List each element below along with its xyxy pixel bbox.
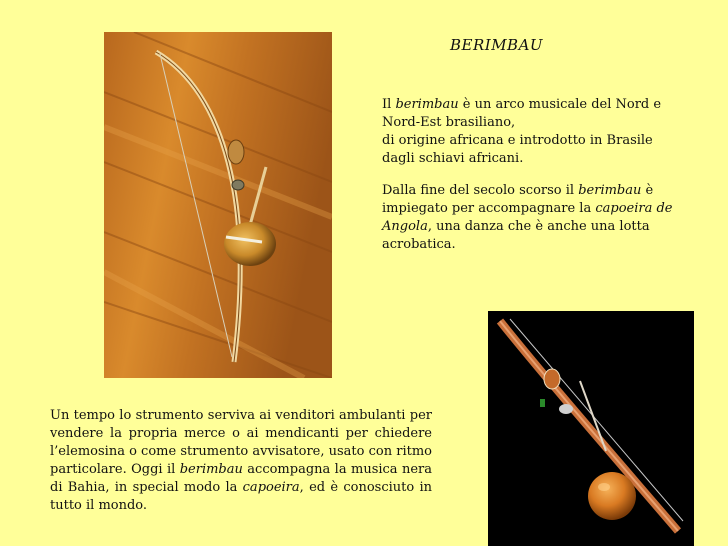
history-paragraph <box>50 407 432 515</box>
history-text-e: , ed è conosciuto in tutto il mondo. <box>50 480 432 513</box>
history-text-c: accompagna la musica nera di Bahia, in special modo la <box>50 462 432 495</box>
usage-text-a: Dalla fine del secolo scorso il <box>382 183 579 198</box>
usage-term-berimbau: berimbau <box>578 183 642 198</box>
history-term-capoeira: capoeira <box>242 480 300 495</box>
intro-text-c: è un arco musicale del Nord e Nord-Est brasiliano, <box>382 97 662 130</box>
berimbau-black-photo <box>488 311 694 546</box>
usage-paragraph <box>382 182 682 254</box>
intro-text-d: di origine africana e introdotto in Brasile dagli schiavi africani. <box>382 133 653 166</box>
intro-paragraph <box>382 96 682 168</box>
usage-text-c: è impiegato per accompagnare la <box>382 183 654 216</box>
intro-term-berimbau: berimbau <box>395 97 459 112</box>
intro-text-a: Il <box>382 97 396 112</box>
usage-text-e: , una danza che è anche una lotta acrobatica. <box>382 219 650 252</box>
slide-title: BERIMBAU <box>450 36 544 54</box>
usage-term-capoeira-angola: capoeira de Angola <box>382 201 673 234</box>
history-term-berimbau: berimbau <box>179 462 243 477</box>
history-text-a: Un tempo lo strumento serviva ai venditori ambulanti per vendere la propria merce o ai mendicanti per chiedere l’elemosina o come strumento avvisatore, usato con ritmo particolare. Oggi il <box>50 408 432 477</box>
berimbau-floor-photo <box>104 32 332 378</box>
